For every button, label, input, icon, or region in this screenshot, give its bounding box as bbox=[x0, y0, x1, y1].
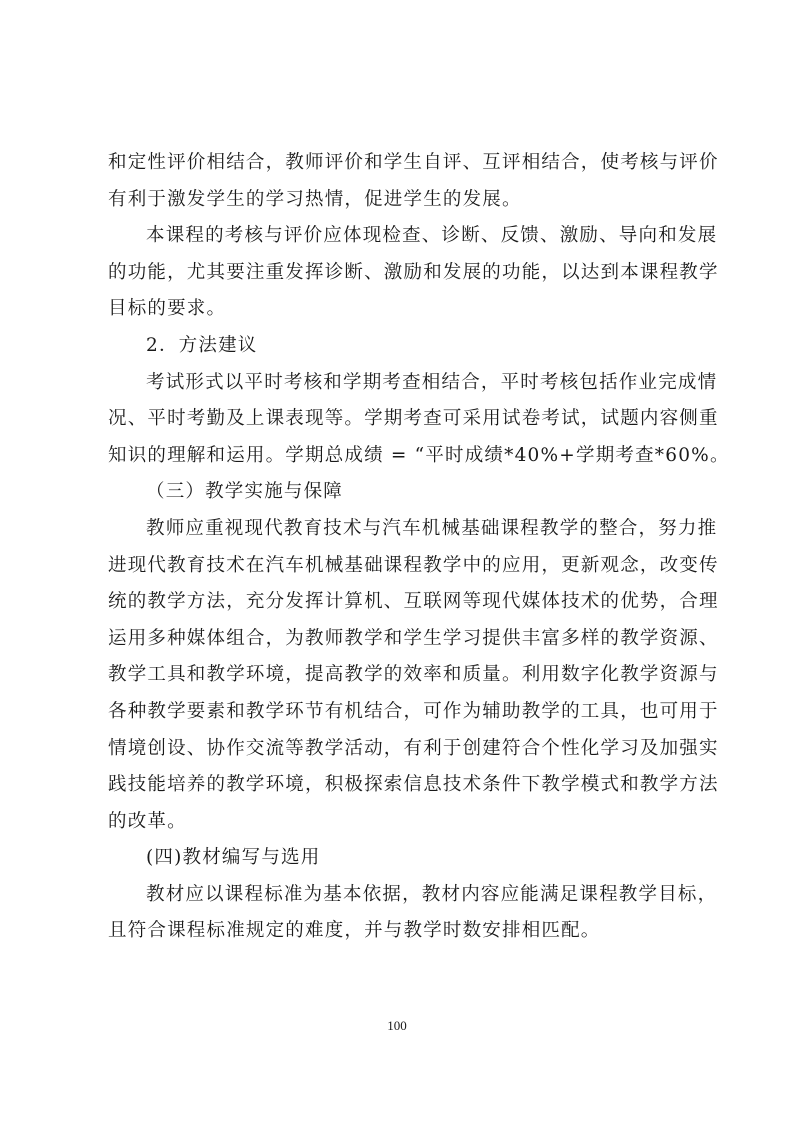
text-line: 和定性评价相结合，教师评价和学生自评、互评相结合，使考核与评价 bbox=[108, 152, 719, 173]
text-line: 有利于激发学生的学习热情，促进学生的发展。 bbox=[108, 188, 522, 210]
text-line: 各种教学要素和教学环节有机结合，可作为辅助教学的工具，也可用于 bbox=[108, 700, 719, 722]
text-line: 践技能培养的教学环境，积极探索信息技术条件下教学模式和教学方法 bbox=[108, 774, 719, 796]
section-heading: （三）教学实施与保障 bbox=[146, 481, 344, 503]
page-number: 100 bbox=[387, 1018, 407, 1033]
text-line: 运用多种媒体组合，为教师教学和学生学习提供丰富多样的教学资源、 bbox=[108, 627, 719, 649]
text-line: 目标的要求。 bbox=[108, 298, 227, 320]
section-heading: 2．方法建议 bbox=[146, 334, 258, 356]
paragraph-start: 教材应以课程标准为基本依据，教材内容应能满足课程教学目标， bbox=[146, 883, 718, 905]
text-line: 况、平时考勤及上课表现等。学期考查可采用试卷考试，试题内容侧重 bbox=[108, 408, 719, 430]
text-line: 进现代教育技术在汽车机械基础课程教学中的应用，更新观念，改变传 bbox=[108, 554, 719, 576]
text-line: 的功能，尤其要注重发挥诊断、激励和发展的功能，以达到本课程教学 bbox=[108, 261, 719, 283]
section-heading: (四)教材编写与选用 bbox=[146, 847, 321, 869]
body-text bbox=[108, 145, 730, 950]
text-line: 教学工具和教学环境，提高教学的效率和质量。利用数字化教学资源与 bbox=[108, 664, 719, 686]
paragraph-start: 本课程的考核与评价应体现检查、诊断、反馈、激励、导向和发展 bbox=[146, 225, 718, 247]
text-line: 统的教学方法，充分发挥计算机、互联网等现代媒体技术的优势，合理 bbox=[108, 591, 719, 613]
text-line: 的改革。 bbox=[108, 810, 187, 832]
text-line: 知识的理解和运用。学期总成绩 = “平时成绩*40%+学期考查*60%。 bbox=[108, 444, 730, 466]
text-line: 且符合课程标准规定的难度，并与教学时数安排相匹配。 bbox=[108, 920, 601, 942]
paragraph-start: 考试形式以平时考核和学期考查相结合，平时考核包括作业完成情 bbox=[146, 371, 718, 393]
text-line: 情境创设、协作交流等教学活动，有利于创建符合个性化学习及加强实 bbox=[108, 737, 719, 759]
paragraph-start: 教师应重视现代教育技术与汽车机械基础课程教学的整合，努力推 bbox=[146, 517, 718, 539]
